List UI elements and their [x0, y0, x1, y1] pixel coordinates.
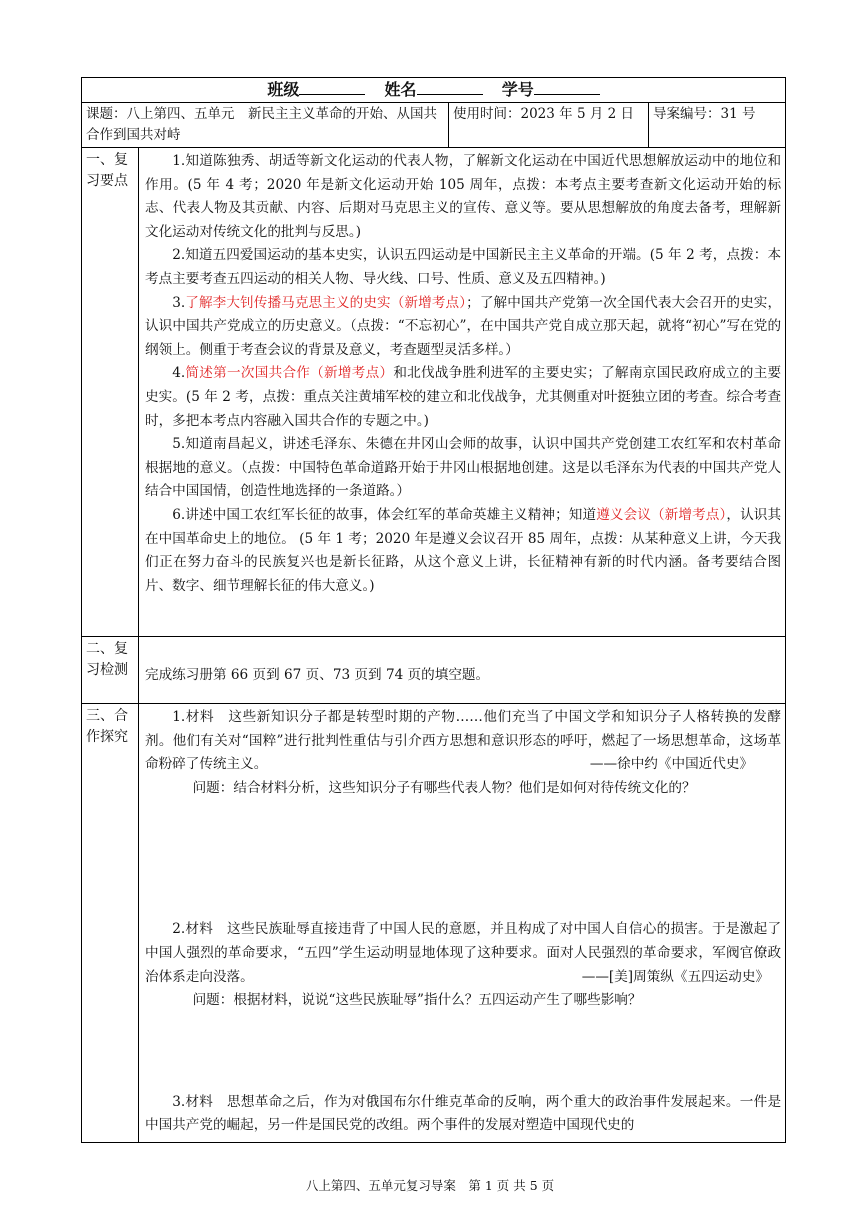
class-label: 班级	[267, 80, 300, 99]
material-2-text: 2.材料 这些民族耻辱直接违背了中国人民的意愿，并且构成了对中国人自信心的损害。于是激起了中国人强烈的革命要求，“五四”学生运动明显地体现了这种要求。面对人民强烈的革命要求，军阀官僚政治体系走向没落。	[145, 921, 782, 985]
check-task: 完成练习册第 66 页到 67 页、73 页到 74 页的填空题。	[145, 667, 490, 684]
section-review-check	[82, 637, 786, 704]
worksheet-table	[81, 77, 786, 1143]
review-point: 1.知道陈独秀、胡适等新文化运动的代表人物，了解新文化运动在中国近代思想解放运动中的地位和作用。(5 年 4 考；2020 年是新文化运动开始 105 周年，点拨：本考点主要考查新文化运动开始的标志、代表人物及其贡献、内容、后期对马克思主义的宣传、意义等。要从思想解放的角度去备考，理解新文化运动对传统文化的批判与反思。)	[145, 153, 782, 240]
section-label: 二、复习检测	[82, 637, 139, 704]
new-point-highlight: 简述第一次国共合作（新增考点）	[185, 365, 394, 382]
name-blank[interactable]	[417, 80, 483, 95]
class-blank[interactable]	[299, 80, 365, 95]
review-point: 2.知道五四爱国运动的基本史实，认识五四运动是中国新民主主义革命的开端。(5 年 2 考，点拨：本考点主要考查五四运动的相关人物、导火线、口号、性质、意义及五四精神。)	[145, 247, 782, 287]
material-1-question: 问题：结合材料分析，这些知识分子有哪些代表人物？他们是如何对待传统文化的？	[192, 779, 696, 796]
date-cell: 使用时间：2023 年 5 月 2 日	[449, 103, 649, 148]
header-row	[82, 78, 786, 103]
id-label: 学号	[501, 80, 534, 99]
material-1-text: 1.材料 这些新知识分子都是转型时期的产物……他们充当了中国文学和知识分子人格转换的发酵剂。他们有关对“国粹”进行批判性重估与引介西方思想和意识形态的呼吁，燃起了一场思想革命，这场革命粉碎了传统主义。	[145, 709, 782, 773]
review-point: 5.知道南昌起义，讲述毛泽东、朱德在井冈山会师的故事，认识中国共产党创建工农红军和农村革命根据地的意义。（点拨：中国特色革命道路开始于井冈山根据地创建。这是以毛泽东为代表的中国共产党人结合中国国情，创造性地选择的一条道路。）	[145, 436, 782, 500]
review-point: 6.讲述中国工农红军长征的故事，体会红军的革命英雄主义精神；知道遵义会议（新增考点），认识其在中国革命史上的地位。 (5 年 1 考；2020 年是遵义会议召开 85 周年，点拨：从某种意义上讲，今天我们正在努力奋斗的民族复兴也是新长征路，从这个意义上讲，长征精神有新的时代内涵。备考要结合图片、数字、细节理解长征的伟大意义。)	[145, 506, 782, 594]
meta-row	[82, 103, 786, 148]
section-label: 三、合作探究	[82, 704, 139, 1143]
new-point-highlight: 了解李大钊传播马克思主义的史实（新增考点）	[185, 294, 467, 311]
topic-cell: 课题：八上第四、五单元 新民主主义革命的开始、从国共合作到国共对峙	[82, 103, 449, 148]
student-info-cell	[82, 78, 786, 103]
new-point-highlight: 遵义会议（新增考点）	[596, 506, 727, 523]
section-content	[139, 148, 786, 637]
section-label: 一、复习要点	[82, 148, 139, 637]
review-point: 3.了解李大钊传播马克思主义的史实（新增考点）；了解中国共产党第一次全国代表大会召开的史实，认识中国共产党成立的历史意义。（点拨：“不忘初心”，在中国共产党自成立那天起，就将“初心”写在党的纲领上。侧重于考查会议的背景及意义，考查题型灵活多样。）	[145, 294, 782, 358]
material-2-source: ——[美]周策纵《五四运动史》	[581, 968, 770, 985]
answer-space[interactable]	[145, 800, 781, 918]
material-2-question: 问题：根据材料，说说“这些民族耻辱”指什么？五四运动产生了哪些影响？	[192, 992, 642, 1009]
material-3-text: 3.材料 思想革命之后，作为对俄国布尔什维克革命的反响，两个重大的政治事件发展起来。一件是中国共产党的崛起，另一件是国民党的改组。两个事件的发展对塑造中国现代史的	[145, 1093, 782, 1134]
guide-number-cell: 导案编号：31 号	[649, 103, 786, 148]
name-label: 姓名	[384, 80, 417, 99]
section-content	[139, 704, 786, 1143]
section-cooperative-inquiry	[82, 704, 786, 1143]
review-point: 4.简述第一次国共合作（新增考点）和北伐战争胜利进军的主要史实；了解南京国民政府成立的主要史实。(5 年 2 考，点拨：重点关注黄埔军校的建立和北伐战争，尤其侧重对叶挺独立团的考查。综合考查时，多把本考点内容融入国共合作的专题之中。)	[145, 365, 782, 429]
section-content	[139, 637, 786, 704]
section-review-points	[82, 148, 786, 637]
page-footer: 八上第四、五单元复习导案 第 1 页 共 5 页	[305, 1178, 555, 1193]
worksheet	[81, 77, 785, 1143]
id-blank[interactable]	[534, 80, 600, 95]
answer-space[interactable]	[145, 1013, 781, 1091]
material-1-source: ——徐中约《中国近代史》	[589, 756, 754, 773]
